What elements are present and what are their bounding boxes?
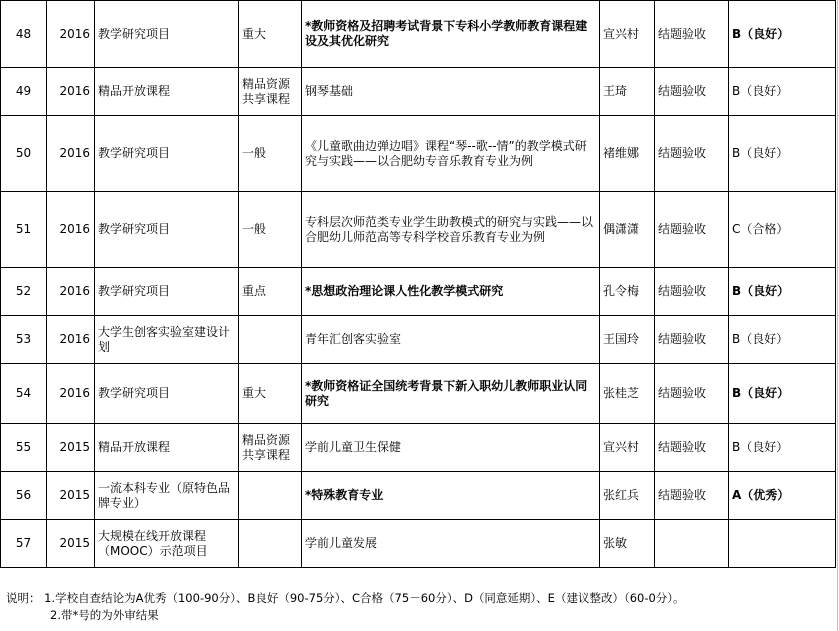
cell-number: 54 <box>1 364 47 424</box>
cell-number: 52 <box>1 268 47 316</box>
notes-line-1: 说明： 1.学校自查结论为A优秀（100-90分）、B良好（90-75分）、C合格（75－60分）、D（同意延期）、E（建议整改）（60-0分）。 <box>6 591 685 605</box>
cell-status: 结题验收 <box>655 316 729 364</box>
cell-status: 结题验收 <box>655 268 729 316</box>
cell-year: 2016 <box>47 268 95 316</box>
notes-line-2: 2.带*号的为外审结果 <box>50 608 159 622</box>
cell-status: 结题验收 <box>655 1 729 68</box>
cell-project-level: 重点 <box>239 268 302 316</box>
table-row <box>1 68 836 116</box>
cell-year: 2015 <box>47 424 95 472</box>
table-row <box>1 316 836 364</box>
cell-leader: 张红兵 <box>600 472 655 520</box>
cell-number: 55 <box>1 424 47 472</box>
cell-project-type: 教学研究项目 <box>95 364 239 424</box>
table-row <box>1 268 836 316</box>
cell-leader: 宣兴村 <box>600 1 655 68</box>
cell-year: 2016 <box>47 116 95 192</box>
cell-project-level <box>239 316 302 364</box>
cell-project-title: 《儿童歌曲边弹边唱》课程“琴--歌--情”的教学模式研究与实践——以合肥幼专音乐教育专业为例 <box>302 116 600 192</box>
cell-grade: B（良好） <box>729 268 836 316</box>
cell-grade: A（优秀） <box>729 472 836 520</box>
cell-number: 53 <box>1 316 47 364</box>
cell-project-level <box>239 472 302 520</box>
page-edge-line <box>837 0 838 631</box>
cell-leader: 褚维娜 <box>600 116 655 192</box>
cell-year: 2016 <box>47 192 95 268</box>
table-row <box>1 192 836 268</box>
cell-leader: 宣兴村 <box>600 424 655 472</box>
cell-project-level: 一般 <box>239 116 302 192</box>
cell-grade: B（良好） <box>729 424 836 472</box>
table-row <box>1 1 836 68</box>
cell-project-level: 精品资源共享课程 <box>239 68 302 116</box>
notes-section <box>6 590 836 624</box>
cell-grade: B（良好） <box>729 116 836 192</box>
cell-project-title: 青年汇创客实验室 <box>302 316 600 364</box>
cell-leader: 偶潇潇 <box>600 192 655 268</box>
table-row <box>1 116 836 192</box>
cell-number: 56 <box>1 472 47 520</box>
cell-status: 结题验收 <box>655 364 729 424</box>
cell-status: 结题验收 <box>655 424 729 472</box>
cell-grade: B（良好） <box>729 364 836 424</box>
cell-project-level: 重大 <box>239 364 302 424</box>
cell-project-title: *特殊教育专业 <box>302 472 600 520</box>
cell-project-title: 钢琴基础 <box>302 68 600 116</box>
cell-project-type: 教学研究项目 <box>95 1 239 68</box>
cell-grade: B（良好） <box>729 316 836 364</box>
cell-status <box>655 520 729 568</box>
cell-project-title: *思想政治理论课人性化教学模式研究 <box>302 268 600 316</box>
cell-project-type: 精品开放课程 <box>95 424 239 472</box>
cell-project-level <box>239 520 302 568</box>
cell-project-level: 一般 <box>239 192 302 268</box>
cell-leader: 王琦 <box>600 68 655 116</box>
cell-project-type: 一流本科专业（原特色品牌专业） <box>95 472 239 520</box>
cell-project-type: 教学研究项目 <box>95 268 239 316</box>
cell-project-title: *教师资格证全国统考背景下新入职幼儿教师职业认同研究 <box>302 364 600 424</box>
cell-leader: 孔令梅 <box>600 268 655 316</box>
cell-number: 50 <box>1 116 47 192</box>
cell-grade: C（合格） <box>729 192 836 268</box>
cell-number: 49 <box>1 68 47 116</box>
cell-project-type: 教学研究项目 <box>95 192 239 268</box>
table-row <box>1 424 836 472</box>
cell-number: 48 <box>1 1 47 68</box>
cell-project-title: 专科层次师范类专业学生助教模式的研究与实践——以合肥幼儿师范高等专科学校音乐教育专业为例 <box>302 192 600 268</box>
cell-status: 结题验收 <box>655 116 729 192</box>
cell-project-title: 学前儿童卫生保健 <box>302 424 600 472</box>
cell-number: 51 <box>1 192 47 268</box>
table-row <box>1 472 836 520</box>
cell-project-type: 大规模在线开放课程（MOOC）示范项目 <box>95 520 239 568</box>
cell-project-level: 精品资源共享课程 <box>239 424 302 472</box>
cell-year: 2016 <box>47 1 95 68</box>
cell-leader: 王国玲 <box>600 316 655 364</box>
cell-grade: B（良好） <box>729 1 836 68</box>
cell-project-type: 大学生创客实验室建设计划 <box>95 316 239 364</box>
cell-year: 2015 <box>47 472 95 520</box>
cell-project-level: 重大 <box>239 1 302 68</box>
cell-project-title: *教师资格及招聘考试背景下专科小学教师教育课程建设及其优化研究 <box>302 1 600 68</box>
cell-status: 结题验收 <box>655 68 729 116</box>
cell-year: 2016 <box>47 316 95 364</box>
cell-project-type: 精品开放课程 <box>95 68 239 116</box>
cell-year: 2016 <box>47 364 95 424</box>
table-row <box>1 364 836 424</box>
cell-year: 2015 <box>47 520 95 568</box>
cell-number: 57 <box>1 520 47 568</box>
cell-leader: 张桂芝 <box>600 364 655 424</box>
cell-grade: B（良好） <box>729 68 836 116</box>
cell-project-type: 教学研究项目 <box>95 116 239 192</box>
cell-grade <box>729 520 836 568</box>
cell-status: 结题验收 <box>655 192 729 268</box>
cell-project-title: 学前儿童发展 <box>302 520 600 568</box>
table-row <box>1 520 836 568</box>
cell-status: 结题验收 <box>655 472 729 520</box>
cell-leader: 张敏 <box>600 520 655 568</box>
cell-year: 2016 <box>47 68 95 116</box>
